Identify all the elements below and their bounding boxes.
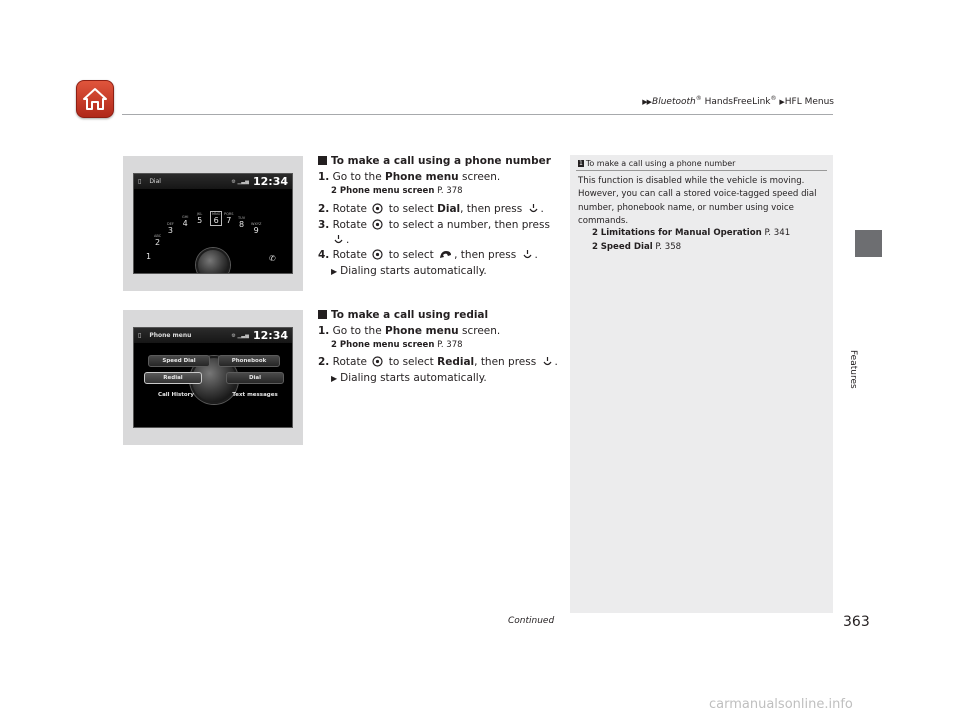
dial-digit: JKL 5 bbox=[197, 212, 203, 225]
step-result: ▶ Dialing starts automatically. bbox=[331, 265, 487, 277]
signal-status-icon: ⚙ ▁▃▅ bbox=[231, 178, 249, 185]
result-arrow-icon: ▶ bbox=[331, 267, 338, 276]
dial-screen-title: Dial bbox=[149, 178, 161, 185]
breadcrumb-bluetooth: Bluetooth bbox=[652, 97, 696, 107]
breadcrumb-arrow-icon: ▶▶ bbox=[642, 98, 652, 106]
dial-screen-bar bbox=[134, 174, 292, 189]
selector-knob-icon bbox=[372, 249, 383, 263]
step-3-continued: . bbox=[331, 234, 349, 248]
menu-item-call-history: Call History bbox=[158, 392, 194, 398]
dial-digit: GHI 4 bbox=[182, 215, 189, 228]
menu-item-redial: Redial bbox=[144, 372, 202, 384]
dial-digit: PQRS 7 bbox=[224, 212, 234, 225]
selector-knob-icon bbox=[372, 203, 383, 217]
breadcrumb-hfl: HandsFreeLink bbox=[701, 97, 771, 107]
reference-arrow-icon: 2 bbox=[331, 340, 337, 350]
dial-digit: ABC 2 bbox=[154, 234, 162, 247]
dial-digit: 1 bbox=[146, 252, 152, 261]
signal-status-icon: ⚙ ▁▃▅ bbox=[231, 332, 249, 339]
step-1: 1. Go to the Phone menu screen. bbox=[318, 325, 501, 337]
note-body: This function is disabled while the vehicle is moving. However, you can call a stored voice-tagged speed dial number, phonebook name, or number using voice commands. bbox=[578, 176, 817, 227]
reference-arrow-icon: 2 bbox=[592, 242, 598, 252]
press-knob-icon bbox=[542, 356, 553, 370]
press-knob-icon bbox=[528, 203, 539, 217]
step-3: 3. Rotate to select a number, then press bbox=[318, 219, 550, 231]
dial-digit: MNO 6 bbox=[212, 212, 221, 225]
breadcrumb-hfl-menus: HFL Menus bbox=[784, 97, 834, 107]
menu-item-dial: Dial bbox=[226, 372, 284, 384]
call-icon bbox=[439, 249, 452, 263]
menu-item-text-messages: Text messages bbox=[232, 392, 278, 398]
menu-item-phonebook: Phonebook bbox=[218, 355, 280, 367]
section-heading-phone-number: To make a call using a phone number bbox=[318, 155, 551, 167]
step-1: 1. Go to the Phone menu screen. bbox=[318, 171, 501, 183]
selector-knob-icon bbox=[372, 219, 383, 233]
chapter-tab[interactable] bbox=[855, 230, 882, 257]
note-title: 1 To make a call using a phone number bbox=[579, 159, 736, 168]
note-divider bbox=[576, 170, 827, 171]
step-2: 2. Rotate to select Redial, then press . bbox=[318, 356, 558, 368]
press-knob-icon bbox=[333, 234, 344, 248]
cross-reference-link[interactable]: 2 Phone menu screen P. 378 bbox=[331, 186, 463, 196]
breadcrumb: ▶▶Bluetooth® HandsFreeLink® ▶HFL Menus bbox=[642, 95, 834, 107]
dial-screen-clock: 12:34 bbox=[252, 175, 288, 188]
home-button[interactable] bbox=[76, 80, 114, 118]
continued-label: Continued bbox=[508, 616, 555, 626]
selector-knob bbox=[196, 248, 230, 274]
home-icon bbox=[82, 87, 108, 111]
dial-digit: DEF 3 bbox=[167, 222, 174, 235]
note-panel bbox=[570, 155, 833, 613]
call-icon: ✆ bbox=[269, 254, 276, 263]
page-number: 363 bbox=[843, 614, 870, 630]
dial-digit: TUV 8 bbox=[238, 216, 246, 229]
chapter-label: Features bbox=[848, 350, 858, 389]
note-reference-link[interactable]: 2 Speed Dial P. 358 bbox=[592, 242, 682, 252]
square-bullet-icon bbox=[318, 310, 327, 319]
menu-item-speed-dial: Speed Dial bbox=[148, 355, 210, 367]
menu-screen-bar bbox=[134, 328, 292, 343]
press-knob-icon bbox=[522, 249, 533, 263]
reference-arrow-icon: 2 bbox=[331, 186, 337, 196]
reference-arrow-icon: 2 bbox=[592, 228, 598, 238]
dial-digit: WXYZ 9 bbox=[251, 222, 262, 235]
square-bullet-icon bbox=[318, 156, 327, 165]
phone-icon: ▯ bbox=[138, 332, 142, 339]
cross-reference-link[interactable]: 2 Phone menu screen P. 378 bbox=[331, 340, 463, 350]
menu-screen-clock: 12:34 bbox=[252, 329, 288, 342]
note-marker-icon: 1 bbox=[579, 160, 583, 167]
section-heading-redial: To make a call using redial bbox=[318, 309, 488, 321]
selector-knob-icon bbox=[372, 356, 383, 370]
step-4: 4. Rotate to select , then press . bbox=[318, 249, 538, 261]
watermark: carmanualsonline.info bbox=[709, 697, 853, 712]
dial-screen-image bbox=[123, 156, 303, 291]
phone-menu-screen-image bbox=[123, 310, 303, 445]
result-arrow-icon: ▶ bbox=[331, 374, 338, 383]
phone-icon: ▯ bbox=[138, 178, 142, 185]
breadcrumb-arrow-icon: ▶ bbox=[779, 98, 784, 106]
note-reference-link[interactable]: 2 Limitations for Manual Operation P. 341 bbox=[592, 228, 791, 238]
menu-screen-title: Phone menu bbox=[149, 332, 192, 339]
step-result: ▶ Dialing starts automatically. bbox=[331, 372, 487, 384]
step-2: 2. Rotate to select Dial, then press . bbox=[318, 203, 544, 215]
header-divider bbox=[122, 114, 833, 115]
